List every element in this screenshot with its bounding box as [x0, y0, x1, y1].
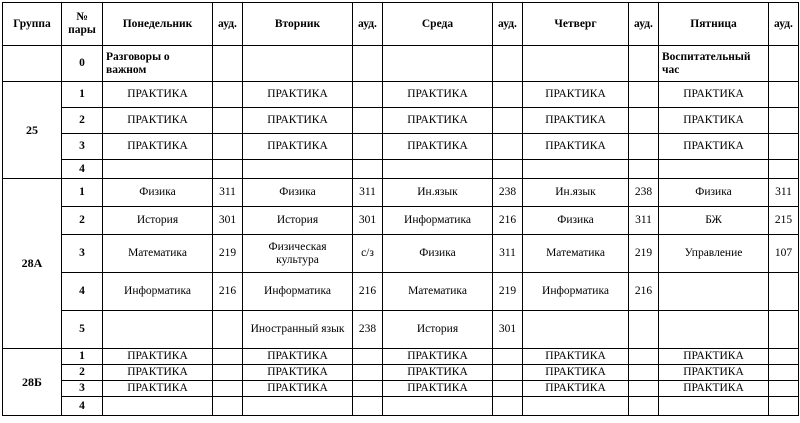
subject-cell: ПРАКТИКА — [243, 381, 353, 397]
aud-cell — [213, 108, 243, 134]
aud-cell — [493, 397, 523, 416]
aud-cell — [353, 160, 383, 179]
aud-cell: 238 — [353, 311, 383, 349]
subject-cell: ПРАКТИКА — [659, 349, 769, 365]
schedule-row — [3, 82, 799, 108]
subject-cell: ПРАКТИКА — [523, 108, 629, 134]
schedule-row — [3, 273, 799, 311]
header-aud: ауд. — [213, 3, 243, 46]
aud-cell — [353, 108, 383, 134]
aud-cell — [629, 108, 659, 134]
schedule-row — [3, 365, 799, 381]
aud-cell — [769, 273, 799, 311]
aud-cell — [213, 134, 243, 160]
group-name: 28А — [3, 179, 62, 349]
subject-cell: ПРАКТИКА — [659, 82, 769, 108]
subject-cell: ПРАКТИКА — [103, 365, 213, 381]
monday-zero-subject: Разговоры о важном — [103, 46, 213, 82]
friday-zero-subject: Воспитательный час — [659, 46, 769, 82]
subject-cell: ПРАКТИКА — [523, 365, 629, 381]
subject-cell: Физика — [243, 179, 353, 207]
aud-cell: с/з — [353, 235, 383, 273]
header-row — [3, 3, 799, 46]
aud-cell — [629, 160, 659, 179]
subject-cell: Физика — [523, 207, 629, 235]
pair-number: 4 — [62, 160, 103, 179]
aud-cell — [769, 381, 799, 397]
subject-cell — [523, 46, 629, 82]
aud-cell — [769, 46, 799, 82]
subject-cell: ПРАКТИКА — [383, 349, 493, 365]
aud-cell — [213, 311, 243, 349]
header-friday: Пятница — [659, 3, 769, 46]
aud-cell — [769, 311, 799, 349]
subject-cell: Информатика — [383, 207, 493, 235]
aud-cell — [769, 349, 799, 365]
aud-cell — [629, 349, 659, 365]
subject-cell: Управление — [659, 235, 769, 273]
subject-cell: ПРАКТИКА — [523, 381, 629, 397]
pair-number: 0 — [62, 46, 103, 82]
subject-cell: Информатика — [243, 273, 353, 311]
schedule-row — [3, 160, 799, 179]
subject-cell: Ин.язык — [523, 179, 629, 207]
schedule-body — [3, 46, 799, 416]
subject-cell — [103, 160, 213, 179]
subject-cell — [243, 46, 353, 82]
aud-cell — [769, 82, 799, 108]
subject-cell — [383, 397, 493, 416]
aud-cell — [629, 381, 659, 397]
subject-cell: ПРАКТИКА — [659, 108, 769, 134]
subject-cell — [103, 397, 213, 416]
subject-cell: ПРАКТИКА — [659, 134, 769, 160]
pair-number: 4 — [62, 273, 103, 311]
aud-cell: 215 — [769, 207, 799, 235]
header-aud: ауд. — [769, 3, 799, 46]
subject-cell: ПРАКТИКА — [659, 381, 769, 397]
aud-cell: 238 — [629, 179, 659, 207]
aud-cell — [213, 46, 243, 82]
row-zero — [3, 46, 799, 82]
subject-cell: ПРАКТИКА — [243, 82, 353, 108]
subject-cell: ПРАКТИКА — [383, 108, 493, 134]
aud-cell: 311 — [769, 179, 799, 207]
aud-cell: 219 — [213, 235, 243, 273]
aud-cell — [769, 397, 799, 416]
subject-cell: ПРАКТИКА — [103, 82, 213, 108]
aud-cell — [493, 82, 523, 108]
aud-cell — [493, 134, 523, 160]
aud-cell: 238 — [493, 179, 523, 207]
subject-cell: Физика — [103, 179, 213, 207]
aud-cell — [629, 365, 659, 381]
subject-cell: ПРАКТИКА — [523, 349, 629, 365]
aud-cell: 219 — [629, 235, 659, 273]
aud-cell — [629, 82, 659, 108]
subject-cell: Физика — [659, 179, 769, 207]
header-monday: Понедельник — [103, 3, 213, 46]
subject-cell — [659, 311, 769, 349]
aud-cell — [629, 311, 659, 349]
pair-number: 3 — [62, 235, 103, 273]
subject-cell: ПРАКТИКА — [243, 108, 353, 134]
aud-cell — [769, 134, 799, 160]
pair-number: 2 — [62, 108, 103, 134]
aud-cell — [353, 82, 383, 108]
aud-cell — [213, 381, 243, 397]
aud-cell — [629, 397, 659, 416]
header-aud: ауд. — [353, 3, 383, 46]
subject-cell — [243, 397, 353, 416]
subject-cell: ПРАКТИКА — [383, 381, 493, 397]
subject-cell: ПРАКТИКА — [243, 349, 353, 365]
aud-cell: 301 — [353, 207, 383, 235]
subject-cell: Физическая культура — [243, 235, 353, 273]
aud-cell — [213, 397, 243, 416]
pair-number: 1 — [62, 82, 103, 108]
aud-cell: 216 — [629, 273, 659, 311]
aud-cell — [493, 365, 523, 381]
aud-cell — [353, 134, 383, 160]
aud-cell: 311 — [213, 179, 243, 207]
subject-cell — [659, 160, 769, 179]
subject-cell: ПРАКТИКА — [383, 134, 493, 160]
aud-cell: 311 — [493, 235, 523, 273]
aud-cell — [353, 365, 383, 381]
schedule-row — [3, 108, 799, 134]
schedule-row — [3, 207, 799, 235]
pair-number: 1 — [62, 179, 103, 207]
aud-cell — [213, 82, 243, 108]
subject-cell: ПРАКТИКА — [243, 134, 353, 160]
schedule-row — [3, 179, 799, 207]
schedule-row — [3, 235, 799, 273]
aud-cell — [353, 397, 383, 416]
aud-cell — [769, 108, 799, 134]
subject-cell: Информатика — [523, 273, 629, 311]
aud-cell — [353, 46, 383, 82]
schedule-row — [3, 349, 799, 365]
aud-cell — [493, 46, 523, 82]
subject-cell: БЖ — [659, 207, 769, 235]
schedule-row — [3, 311, 799, 349]
subject-cell: ПРАКТИКА — [383, 82, 493, 108]
aud-cell — [493, 160, 523, 179]
subject-cell: Ин.язык — [383, 179, 493, 207]
schedule-row — [3, 397, 799, 416]
subject-cell: Физика — [383, 235, 493, 273]
subject-cell: ПРАКТИКА — [523, 82, 629, 108]
pair-number: 5 — [62, 311, 103, 349]
subject-cell — [659, 273, 769, 311]
aud-cell: 219 — [493, 273, 523, 311]
subject-cell: ПРАКТИКА — [243, 365, 353, 381]
header-tuesday: Вторник — [243, 3, 353, 46]
pair-number: 3 — [62, 134, 103, 160]
aud-cell: 216 — [493, 207, 523, 235]
pair-number: 4 — [62, 397, 103, 416]
pair-number: 1 — [62, 349, 103, 365]
aud-cell — [629, 46, 659, 82]
aud-cell: 107 — [769, 235, 799, 273]
aud-cell — [353, 349, 383, 365]
schedule-row — [3, 134, 799, 160]
schedule-row — [3, 381, 799, 397]
schedule-table — [2, 2, 799, 416]
aud-cell — [493, 349, 523, 365]
subject-cell: ПРАКТИКА — [103, 381, 213, 397]
group-name: 28Б — [3, 349, 62, 416]
subject-cell — [383, 46, 493, 82]
subject-cell: История — [103, 207, 213, 235]
aud-cell — [629, 134, 659, 160]
subject-cell — [383, 160, 493, 179]
header-aud: ауд. — [629, 3, 659, 46]
group-cell-empty — [3, 46, 62, 82]
subject-cell: Математика — [383, 273, 493, 311]
subject-cell: Математика — [523, 235, 629, 273]
subject-cell: ПРАКТИКА — [103, 349, 213, 365]
aud-cell: 311 — [353, 179, 383, 207]
subject-cell: ПРАКТИКА — [523, 134, 629, 160]
subject-cell: ПРАКТИКА — [659, 365, 769, 381]
subject-cell: Математика — [103, 235, 213, 273]
pair-number: 2 — [62, 365, 103, 381]
subject-cell: История — [243, 207, 353, 235]
group-name: 25 — [3, 82, 62, 179]
aud-cell — [213, 349, 243, 365]
header-pair-number: № пары — [62, 3, 103, 46]
header-thursday: Четверг — [523, 3, 629, 46]
aud-cell — [769, 160, 799, 179]
pair-number: 2 — [62, 207, 103, 235]
header-wednesday: Среда — [383, 3, 493, 46]
aud-cell — [493, 108, 523, 134]
aud-cell: 311 — [629, 207, 659, 235]
subject-cell: Информатика — [103, 273, 213, 311]
subject-cell: ПРАКТИКА — [103, 134, 213, 160]
aud-cell — [493, 381, 523, 397]
aud-cell: 216 — [353, 273, 383, 311]
subject-cell — [523, 160, 629, 179]
subject-cell: ПРАКТИКА — [103, 108, 213, 134]
aud-cell — [353, 381, 383, 397]
aud-cell — [769, 365, 799, 381]
aud-cell: 301 — [213, 207, 243, 235]
subject-cell — [523, 311, 629, 349]
header-aud: ауд. — [493, 3, 523, 46]
aud-cell: 216 — [213, 273, 243, 311]
aud-cell: 301 — [493, 311, 523, 349]
pair-number: 3 — [62, 381, 103, 397]
subject-cell: История — [383, 311, 493, 349]
subject-cell — [659, 397, 769, 416]
header-group: Группа — [3, 3, 62, 46]
subject-cell: ПРАКТИКА — [383, 365, 493, 381]
aud-cell — [213, 160, 243, 179]
subject-cell — [243, 160, 353, 179]
subject-cell: Иностранный язык — [243, 311, 353, 349]
aud-cell — [213, 365, 243, 381]
subject-cell — [523, 397, 629, 416]
subject-cell — [103, 311, 213, 349]
